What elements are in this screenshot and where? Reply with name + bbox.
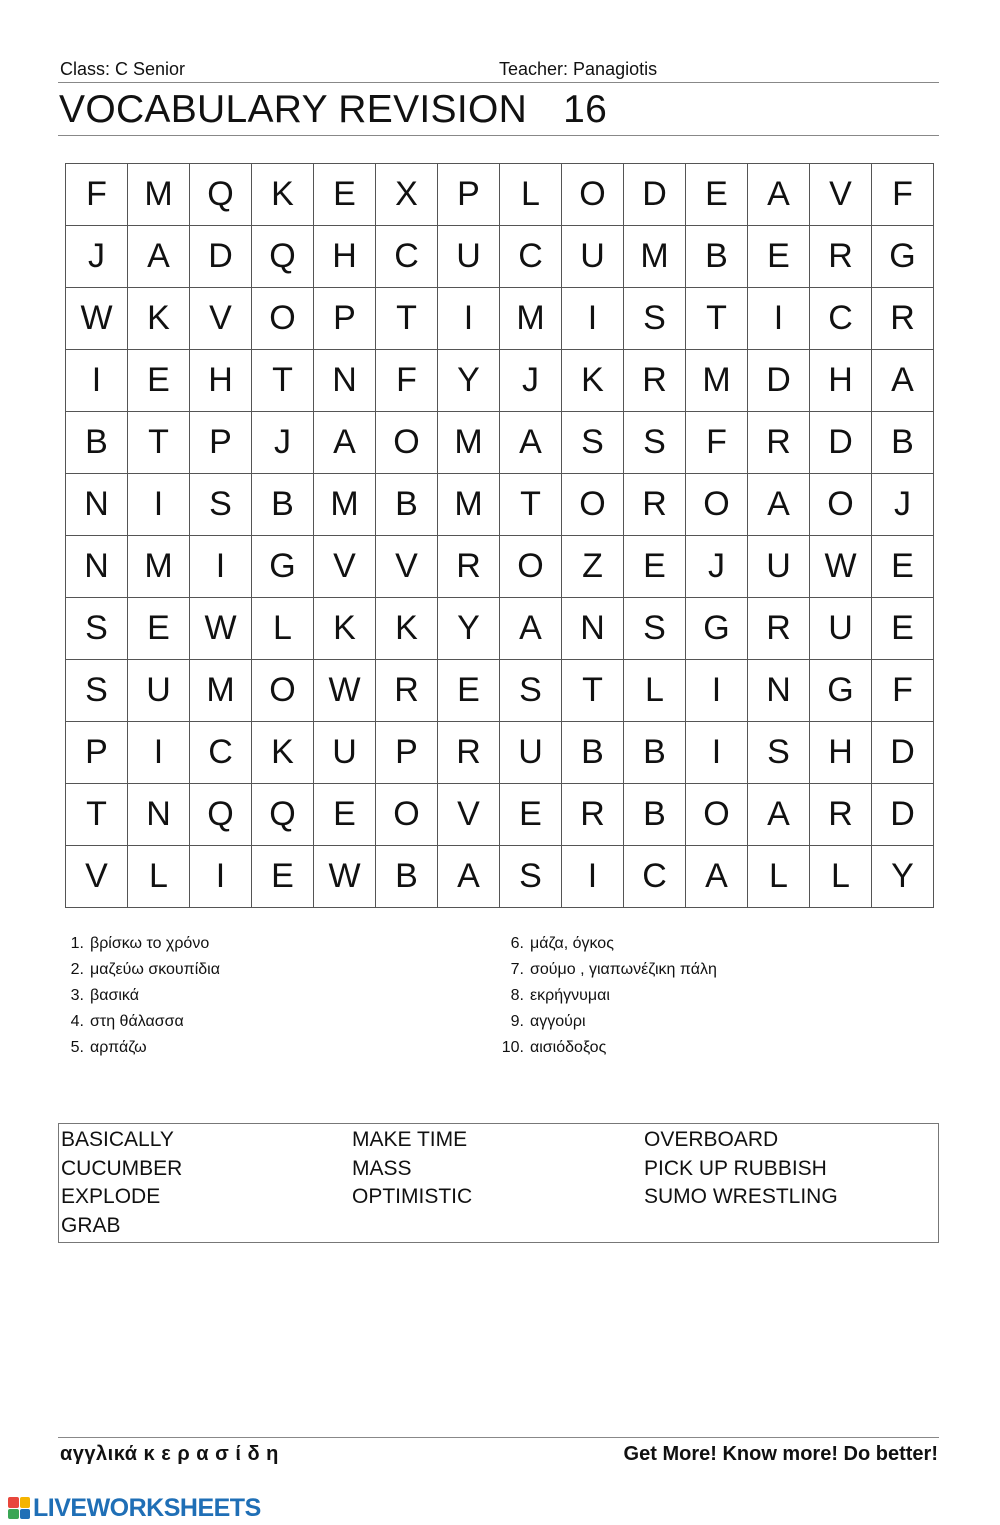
grid-cell[interactable]: I [128,474,190,536]
grid-cell[interactable]: Q [190,784,252,846]
grid-cell[interactable]: F [686,412,748,474]
grid-cell[interactable]: E [872,536,934,598]
grid-cell[interactable]: O [810,474,872,536]
grid-cell[interactable]: R [562,784,624,846]
grid-cell[interactable]: N [748,660,810,722]
clue-number: 3. [70,987,84,1004]
grid-cell[interactable]: U [500,722,562,784]
grid-cell[interactable]: T [562,660,624,722]
word-bank-item: EXPLODE [61,1185,161,1208]
grid-cell[interactable]: P [314,288,376,350]
worksheet-number: 16 [563,88,608,131]
grid-cell[interactable]: B [624,722,686,784]
grid-cell[interactable]: O [252,288,314,350]
grid-cell[interactable]: I [66,350,128,412]
clue-number: 2. [70,961,84,978]
grid-cell[interactable]: F [872,164,934,226]
grid-cell[interactable]: B [686,226,748,288]
grid-cell[interactable]: G [872,226,934,288]
grid-cell[interactable]: Y [872,846,934,908]
grid-cell[interactable]: L [128,846,190,908]
grid-cell[interactable]: O [252,660,314,722]
clue-item [50,983,220,1009]
grid-cell[interactable]: P [66,722,128,784]
grid-cell[interactable]: E [314,164,376,226]
clue-item [490,1009,717,1035]
grid-cell[interactable]: B [562,722,624,784]
grid-cell[interactable]: E [686,164,748,226]
grid-cell[interactable]: A [500,412,562,474]
grid-cell[interactable]: E [314,784,376,846]
grid-row [66,412,934,474]
grid-cell[interactable]: P [438,164,500,226]
word-bank-item: MASS [352,1156,412,1180]
grid-cell[interactable]: M [438,474,500,536]
grid-cell[interactable]: U [562,226,624,288]
grid-cell[interactable]: S [624,288,686,350]
clue-text: σούμο , γιαπωνέζικη πάλη [530,961,717,978]
grid-cell[interactable]: A [128,226,190,288]
clue-text: βρίσκω το χρόνο [90,935,210,952]
grid-row [66,846,934,908]
grid-cell[interactable]: E [438,660,500,722]
grid-cell[interactable]: H [810,350,872,412]
grid-cell[interactable]: D [872,784,934,846]
grid-cell[interactable]: U [128,660,190,722]
grid-cell[interactable]: H [314,226,376,288]
grid-cell[interactable]: J [872,474,934,536]
clue-item [50,1009,220,1035]
clue-text: αισιόδοξος [530,1039,607,1056]
clue-text: μάζα, όγκος [530,935,614,952]
clue-number: 4. [70,1013,84,1030]
grid-cell[interactable]: K [376,598,438,660]
grid-cell[interactable]: M [190,660,252,722]
grid-cell[interactable]: E [128,598,190,660]
grid-cell[interactable]: D [748,350,810,412]
grid-cell[interactable]: V [66,846,128,908]
grid-cell[interactable]: F [376,350,438,412]
grid-cell[interactable]: H [190,350,252,412]
grid-cell[interactable]: K [252,722,314,784]
grid-cell[interactable]: R [438,722,500,784]
clue-text: στη θάλασσα [90,1013,184,1030]
grid-row [66,660,934,722]
clue-number: 6. [510,935,524,952]
grid-cell[interactable]: U [438,226,500,288]
grid-cell[interactable]: R [376,660,438,722]
word-bank-item: SUMO WRESTLING [644,1185,838,1208]
grid-cell[interactable]: J [500,350,562,412]
grid-cell[interactable]: D [624,164,686,226]
grid-cell[interactable]: L [624,660,686,722]
clue-item [50,1035,220,1061]
clue-text: βασικά [90,987,139,1004]
grid-cell[interactable]: L [748,846,810,908]
grid-cell[interactable]: N [66,536,128,598]
grid-cell[interactable]: W [66,288,128,350]
grid-cell[interactable]: A [748,474,810,536]
grid-cell[interactable]: R [624,350,686,412]
grid-cell[interactable]: L [252,598,314,660]
grid-cell[interactable]: G [252,536,314,598]
grid-cell[interactable]: T [66,784,128,846]
word-bank-column-2 [352,1126,472,1212]
grid-cell[interactable]: L [500,164,562,226]
grid-cell[interactable]: R [748,412,810,474]
grid-cell[interactable]: S [500,846,562,908]
grid-cell[interactable]: V [376,536,438,598]
grid-row [66,226,934,288]
grid-cell[interactable]: O [376,784,438,846]
grid-cell[interactable]: C [376,226,438,288]
grid-cell[interactable]: B [66,412,128,474]
word-bank-item: PICK UP RUBBISH [644,1156,827,1180]
clue-item [50,957,220,983]
grid-cell[interactable]: T [376,288,438,350]
grid-cell[interactable]: C [500,226,562,288]
grid-row [66,288,934,350]
grid-cell[interactable]: E [624,536,686,598]
grid-cell[interactable]: Y [438,598,500,660]
grid-cell[interactable]: A [748,164,810,226]
footer-slogan: Get More! Know more! Do better! [623,1443,938,1465]
clue-number: 1. [70,935,84,952]
grid-cell[interactable]: B [624,784,686,846]
word-bank-item: OVERBOARD [644,1128,779,1151]
word-bank-item: MAKE TIME [352,1128,468,1151]
grid-cell[interactable]: Y [438,350,500,412]
clue-number: 5. [70,1039,84,1056]
clue-item [490,931,717,957]
grid-cell[interactable]: K [562,350,624,412]
grid-cell[interactable]: W [314,660,376,722]
grid-cell[interactable]: W [810,536,872,598]
grid-cell[interactable]: R [872,288,934,350]
grid-cell[interactable]: L [810,846,872,908]
word-bank-item: CUCUMBER [61,1156,183,1180]
grid-cell[interactable]: K [314,598,376,660]
grid-cell[interactable]: M [128,536,190,598]
grid-cell[interactable]: W [314,846,376,908]
grid-cell[interactable]: T [500,474,562,536]
grid-cell[interactable]: C [810,288,872,350]
title-divider [58,135,939,136]
grid-cell[interactable]: I [748,288,810,350]
grid-cell[interactable]: V [810,164,872,226]
grid-cell[interactable]: O [562,164,624,226]
grid-row [66,350,934,412]
grid-cell[interactable]: A [438,846,500,908]
grid-cell[interactable]: G [686,598,748,660]
clue-text: αγγούρι [530,1013,586,1030]
title-text: VOCABULARY REVISION [59,88,528,131]
grid-cell[interactable]: A [748,784,810,846]
grid-cell[interactable]: V [190,288,252,350]
clue-number: 8. [510,987,524,1004]
grid-cell[interactable]: E [500,784,562,846]
grid-cell[interactable]: K [128,288,190,350]
grid-cell[interactable]: C [190,722,252,784]
grid-cell[interactable]: E [872,598,934,660]
grid-cell[interactable]: P [190,412,252,474]
grid-cell[interactable]: I [562,846,624,908]
grid-cell[interactable]: A [314,412,376,474]
grid-cell[interactable]: S [66,660,128,722]
grid-row [66,536,934,598]
grid-cell[interactable]: D [872,722,934,784]
grid-cell[interactable]: O [500,536,562,598]
liveworksheets-brand[interactable] [8,1494,261,1522]
grid-cell[interactable]: C [624,846,686,908]
grid-cell[interactable]: J [66,226,128,288]
word-bank-item: OPTIMISTIC [352,1185,473,1208]
grid-row [66,164,934,226]
grid-cell[interactable]: S [624,598,686,660]
word-search-grid [65,163,934,908]
header-divider [58,82,939,83]
grid-cell[interactable]: B [872,412,934,474]
grid-cell[interactable]: B [252,474,314,536]
grid-row [66,598,934,660]
grid-cell[interactable]: Z [562,536,624,598]
word-bank-item: BASICALLY [61,1128,174,1151]
grid-cell[interactable]: S [624,412,686,474]
grid-cell[interactable]: O [376,412,438,474]
word-bank [58,1123,939,1243]
grid-cell[interactable]: P [376,722,438,784]
grid-cell[interactable]: M [500,288,562,350]
grid-cell[interactable]: E [252,846,314,908]
grid-cell[interactable]: N [128,784,190,846]
clue-list-right [490,931,717,1061]
brand-name: LIVEWORKSHEETS [33,1493,261,1522]
grid-cell[interactable]: D [190,226,252,288]
grid-cell[interactable]: M [624,226,686,288]
grid-cell[interactable]: F [872,660,934,722]
clue-item [490,1035,717,1061]
grid-cell[interactable]: I [686,722,748,784]
grid-cell[interactable]: N [314,350,376,412]
page-title [59,88,607,132]
grid-row [66,474,934,536]
grid-cell[interactable]: U [314,722,376,784]
grid-cell[interactable]: N [66,474,128,536]
grid-cell[interactable]: S [500,660,562,722]
grid-cell[interactable]: O [562,474,624,536]
grid-cell[interactable]: A [500,598,562,660]
grid-cell[interactable]: O [686,784,748,846]
grid-cell[interactable]: R [438,536,500,598]
grid-cell[interactable]: I [562,288,624,350]
grid-cell[interactable]: O [686,474,748,536]
grid-cell[interactable]: I [128,722,190,784]
grid-cell[interactable]: F [66,164,128,226]
grid-cell[interactable]: A [686,846,748,908]
grid-cell[interactable]: E [748,226,810,288]
grid-cell[interactable]: R [810,226,872,288]
grid-row [66,784,934,846]
grid-cell[interactable]: H [810,722,872,784]
grid-cell[interactable]: R [810,784,872,846]
grid-cell[interactable]: E [128,350,190,412]
grid-cell[interactable]: S [66,598,128,660]
class-label: Class: C Senior [60,59,186,79]
grid-cell[interactable]: M [686,350,748,412]
grid-cell[interactable]: N [562,598,624,660]
grid-cell[interactable]: X [376,164,438,226]
footer-author: αγγλικά κ ε ρ α σ ί δ η [60,1443,279,1465]
word-bank-column-3 [644,1126,838,1212]
grid-cell[interactable]: B [376,474,438,536]
grid-cell[interactable]: I [190,846,252,908]
grid-cell[interactable]: R [748,598,810,660]
clue-number: 9. [510,1013,524,1030]
clue-text: αρπάζω [90,1039,147,1056]
liveworksheets-logo-icon [8,1497,30,1519]
grid-cell[interactable]: A [872,350,934,412]
grid-cell[interactable]: T [252,350,314,412]
grid-cell[interactable]: Q [190,164,252,226]
grid-cell[interactable]: S [748,722,810,784]
teacher-label: Teacher: Panagiotis [499,59,658,79]
grid-cell[interactable]: B [376,846,438,908]
word-bank-column-1 [61,1126,182,1240]
clue-list-left [50,931,220,1061]
grid-cell[interactable]: U [810,598,872,660]
grid-cell[interactable]: V [314,536,376,598]
grid-cell[interactable]: S [562,412,624,474]
grid-cell[interactable]: R [624,474,686,536]
grid-cell[interactable]: Q [252,784,314,846]
word-bank-item: GRAB [61,1213,121,1237]
grid-cell[interactable]: M [438,412,500,474]
grid-cell[interactable]: D [810,412,872,474]
grid-cell[interactable]: M [314,474,376,536]
clue-item [490,983,717,1009]
grid-cell[interactable]: I [686,660,748,722]
grid-cell[interactable]: J [252,412,314,474]
grid-cell[interactable]: K [252,164,314,226]
grid-cell[interactable]: W [190,598,252,660]
clue-number: 7. [510,961,524,978]
grid-cell[interactable]: J [686,536,748,598]
clue-item [490,957,717,983]
grid-cell[interactable]: I [190,536,252,598]
grid-cell[interactable]: I [438,288,500,350]
clue-number: 10. [501,1039,524,1056]
grid-row [66,722,934,784]
grid-cell[interactable]: M [128,164,190,226]
grid-cell[interactable]: Q [252,226,314,288]
grid-cell[interactable]: U [748,536,810,598]
footer-divider [58,1437,939,1438]
grid-cell[interactable]: S [190,474,252,536]
grid-cell[interactable]: V [438,784,500,846]
grid-cell[interactable]: G [810,660,872,722]
clue-text: μαζεύω σκουπίδια [90,961,220,978]
grid-cell[interactable]: T [128,412,190,474]
clue-text: εκρήγνυμαι [530,987,610,1004]
clue-item [50,931,220,957]
grid-cell[interactable]: T [686,288,748,350]
